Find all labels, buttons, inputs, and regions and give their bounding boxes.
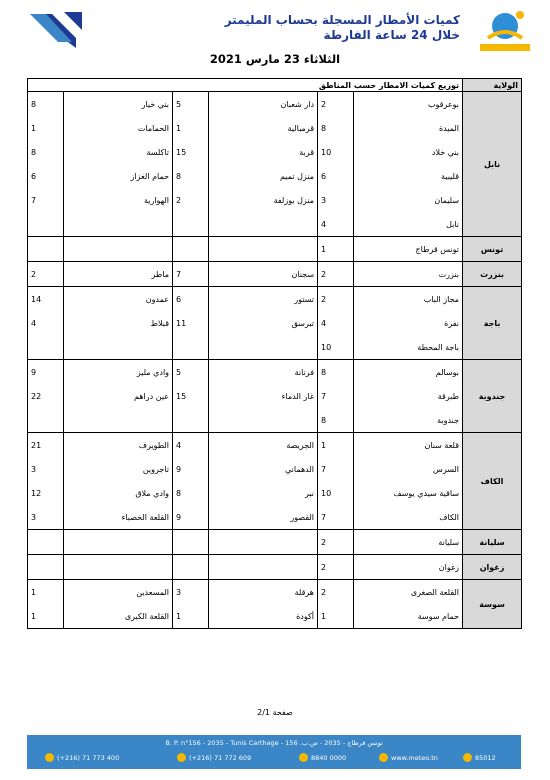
rainfall-value: 9 bbox=[173, 457, 209, 481]
station-name bbox=[209, 212, 318, 237]
rainfall-value: 7 bbox=[318, 505, 354, 530]
footer-website[interactable]: www.meteo.tn bbox=[379, 753, 438, 762]
station-name: بوسالم bbox=[354, 360, 463, 385]
institute-logo bbox=[474, 6, 536, 56]
station-name: ساقية سيدي يوسف bbox=[354, 481, 463, 505]
table-row bbox=[28, 116, 522, 140]
rainfall-value bbox=[173, 212, 209, 237]
governorate-cell: الكاف bbox=[463, 433, 522, 530]
table-row bbox=[28, 262, 522, 287]
footer-bar bbox=[27, 735, 521, 769]
report-title: كميات الأمطار المسجلة بحساب المليمتر bbox=[224, 13, 460, 27]
rainfall-value: 3 bbox=[28, 505, 64, 530]
rainfall-value: 9 bbox=[173, 505, 209, 530]
table-body bbox=[28, 92, 522, 629]
rainfall-value: 5 bbox=[173, 92, 209, 117]
rainfall-value: 8 bbox=[318, 408, 354, 433]
station-name: قربة bbox=[209, 140, 318, 164]
station-name bbox=[64, 237, 173, 262]
table-row bbox=[28, 384, 522, 408]
rainfall-value: 22 bbox=[28, 384, 64, 408]
table-row bbox=[28, 360, 522, 385]
station-name: السرس bbox=[354, 457, 463, 481]
web-icon bbox=[379, 753, 388, 762]
rainfall-value: 3 bbox=[318, 188, 354, 212]
station-name: حمام الغزاز bbox=[64, 164, 173, 188]
table-row bbox=[28, 287, 522, 312]
station-name: قليبية bbox=[354, 164, 463, 188]
station-name: عمدون bbox=[64, 287, 173, 312]
rainfall-table bbox=[27, 78, 522, 629]
rainfall-value: 2 bbox=[173, 188, 209, 212]
station-name: سجنان bbox=[209, 262, 318, 287]
station-name: زغوان bbox=[354, 555, 463, 580]
station-name bbox=[209, 408, 318, 433]
page-number: صفحة 2/1 bbox=[257, 708, 293, 717]
station-name: بوعرقوب bbox=[354, 92, 463, 117]
station-name bbox=[209, 335, 318, 360]
station-name bbox=[64, 555, 173, 580]
footer-contacts bbox=[27, 753, 521, 765]
station-name: باجة المحطة bbox=[354, 335, 463, 360]
rainfall-value: 2 bbox=[318, 530, 354, 555]
station-name: الدهماني bbox=[209, 457, 318, 481]
rainfall-value bbox=[28, 237, 64, 262]
station-name bbox=[209, 237, 318, 262]
hotline-icon bbox=[299, 753, 308, 762]
station-name: تبرسق bbox=[209, 311, 318, 335]
station-name: فرنانة bbox=[209, 360, 318, 385]
rainfall-value bbox=[28, 530, 64, 555]
station-name: عين دراهم bbox=[64, 384, 173, 408]
station-name: تستور bbox=[209, 287, 318, 312]
rainfall-value: 2 bbox=[318, 92, 354, 117]
table-row bbox=[28, 212, 522, 237]
station-name: منزل تميم bbox=[209, 164, 318, 188]
station-name: الكاف bbox=[354, 505, 463, 530]
station-name: قرمبالية bbox=[209, 116, 318, 140]
rainfall-value: 2 bbox=[28, 262, 64, 287]
rainfall-value: 11 bbox=[173, 311, 209, 335]
station-name: تاجروين bbox=[64, 457, 173, 481]
station-name: بنزرت bbox=[354, 262, 463, 287]
rainfall-value bbox=[28, 335, 64, 360]
station-name: تاكلسة bbox=[64, 140, 173, 164]
station-name: وادي ملاق bbox=[64, 481, 173, 505]
sms-icon bbox=[463, 753, 472, 762]
station-name bbox=[64, 408, 173, 433]
table-row bbox=[28, 164, 522, 188]
rainfall-value: 1 bbox=[28, 580, 64, 605]
rainfall-value: 10 bbox=[318, 481, 354, 505]
footer-phone: (+216) 71 773 400 bbox=[45, 753, 119, 762]
rainfall-value: 9 bbox=[28, 360, 64, 385]
rainfall-value: 4 bbox=[28, 311, 64, 335]
table-row bbox=[28, 505, 522, 530]
rainfall-value: 8 bbox=[173, 481, 209, 505]
station-name: سليانة bbox=[354, 530, 463, 555]
table-row bbox=[28, 604, 522, 629]
station-name: الجريصة bbox=[209, 433, 318, 458]
rainfall-value: 7 bbox=[28, 188, 64, 212]
table-row bbox=[28, 530, 522, 555]
station-name: القلعة الكبرى bbox=[64, 604, 173, 629]
rainfall-value bbox=[173, 555, 209, 580]
rainfall-value: 7 bbox=[173, 262, 209, 287]
governorate-cell: سليانة bbox=[463, 530, 522, 555]
station-name: القلعة الخصباء bbox=[64, 505, 173, 530]
station-name: الهوارية bbox=[64, 188, 173, 212]
rainfall-value: 8 bbox=[28, 140, 64, 164]
rainfall-value bbox=[173, 530, 209, 555]
governorate-cell: باجة bbox=[463, 287, 522, 360]
rainfall-value: 1 bbox=[318, 433, 354, 458]
station-name: القلعة الصغرى bbox=[354, 580, 463, 605]
footer-address: B. P. n°156 - 2035 - Tunis Carthage - تونس قرطاج - 2035 - ص.ب. 156 bbox=[165, 739, 383, 747]
station-name: ماطر bbox=[64, 262, 173, 287]
table-row bbox=[28, 92, 522, 117]
station-name: سليمان bbox=[354, 188, 463, 212]
rainfall-value: 3 bbox=[173, 580, 209, 605]
station-name: قلعة سنان bbox=[354, 433, 463, 458]
report-subtitle: خلال 24 ساعة الفارطة bbox=[323, 28, 460, 42]
footer-hotline: 8840 0000 bbox=[299, 753, 346, 762]
rainfall-value: 8 bbox=[318, 116, 354, 140]
table-row bbox=[28, 580, 522, 605]
station-name bbox=[64, 335, 173, 360]
station-name: وادي مليز bbox=[64, 360, 173, 385]
station-name: نبر bbox=[209, 481, 318, 505]
rainfall-value: 2 bbox=[318, 555, 354, 580]
brand-logo-mark bbox=[28, 10, 84, 52]
station-name: الطويرف bbox=[64, 433, 173, 458]
fax-icon bbox=[177, 753, 186, 762]
table-row bbox=[28, 457, 522, 481]
station-name: طبرقة bbox=[354, 384, 463, 408]
station-name: منزل بوزلفة bbox=[209, 188, 318, 212]
station-name: دار شعبان bbox=[209, 92, 318, 117]
table-row bbox=[28, 335, 522, 360]
table-row bbox=[28, 481, 522, 505]
rainfall-value: 21 bbox=[28, 433, 64, 458]
governorate-cell: زغوان bbox=[463, 555, 522, 580]
governorate-cell: بنزرت bbox=[463, 262, 522, 287]
station-name: مجاز الباب bbox=[354, 287, 463, 312]
rainfall-value bbox=[28, 555, 64, 580]
station-name bbox=[64, 212, 173, 237]
station-name: نفزة bbox=[354, 311, 463, 335]
rainfall-value bbox=[173, 408, 209, 433]
rainfall-value: 6 bbox=[28, 164, 64, 188]
footer-fax: (+216) 71 772 609 bbox=[177, 753, 251, 762]
rainfall-value: 7 bbox=[318, 457, 354, 481]
footer-sms: 85012 bbox=[463, 753, 496, 762]
rainfall-value: 4 bbox=[173, 433, 209, 458]
table-row bbox=[28, 555, 522, 580]
rainfall-value: 14 bbox=[28, 287, 64, 312]
rainfall-value: 10 bbox=[318, 140, 354, 164]
rainfall-value: 15 bbox=[173, 384, 209, 408]
header-distribution: توزيع كميات الامطار حسب المناطق bbox=[28, 79, 463, 92]
station-name: تونس قرطاج bbox=[354, 237, 463, 262]
station-name: حمام سوسة bbox=[354, 604, 463, 629]
rainfall-value: 6 bbox=[318, 164, 354, 188]
rainfall-value: 8 bbox=[318, 360, 354, 385]
station-name: نابل bbox=[354, 212, 463, 237]
rainfall-value bbox=[173, 237, 209, 262]
rainfall-value: 4 bbox=[318, 212, 354, 237]
rainfall-value: 10 bbox=[318, 335, 354, 360]
station-name: جندوبة bbox=[354, 408, 463, 433]
rainfall-value: 8 bbox=[173, 164, 209, 188]
station-name: الميدة bbox=[354, 116, 463, 140]
governorate-cell: تونس bbox=[463, 237, 522, 262]
table-row bbox=[28, 140, 522, 164]
governorate-cell: نابل bbox=[463, 92, 522, 237]
station-name: بني خلاد bbox=[354, 140, 463, 164]
table-row bbox=[28, 433, 522, 458]
rainfall-value bbox=[173, 335, 209, 360]
station-name: أكودة bbox=[209, 604, 318, 629]
station-name: القصور bbox=[209, 505, 318, 530]
rainfall-value: 3 bbox=[28, 457, 64, 481]
rainfall-value: 1 bbox=[173, 604, 209, 629]
station-name: قبلاط bbox=[64, 311, 173, 335]
rainfall-value: 1 bbox=[318, 604, 354, 629]
rainfall-value: 2 bbox=[318, 580, 354, 605]
table-row bbox=[28, 408, 522, 433]
station-name: بني خيار bbox=[64, 92, 173, 117]
governorate-cell: جندوبة bbox=[463, 360, 522, 433]
station-name bbox=[209, 530, 318, 555]
station-name: غار الدماء bbox=[209, 384, 318, 408]
rainfall-value: 1 bbox=[28, 604, 64, 629]
rainfall-value: 2 bbox=[318, 287, 354, 312]
rainfall-value: 1 bbox=[173, 116, 209, 140]
rainfall-value: 7 bbox=[318, 384, 354, 408]
rainfall-value: 5 bbox=[173, 360, 209, 385]
phone-icon bbox=[45, 753, 54, 762]
rainfall-value bbox=[28, 408, 64, 433]
table-row bbox=[28, 311, 522, 335]
rainfall-value: 6 bbox=[173, 287, 209, 312]
rainfall-value bbox=[28, 212, 64, 237]
station-name: المسعدين bbox=[64, 580, 173, 605]
station-name: الحمامات bbox=[64, 116, 173, 140]
rainfall-value: 1 bbox=[28, 116, 64, 140]
governorate-cell: سوسة bbox=[463, 580, 522, 629]
station-name bbox=[209, 555, 318, 580]
rainfall-value: 4 bbox=[318, 311, 354, 335]
rainfall-value: 1 bbox=[318, 237, 354, 262]
rainfall-value: 2 bbox=[318, 262, 354, 287]
rainfall-value: 12 bbox=[28, 481, 64, 505]
report-date: الثلاثاء 23 مارس 2021 bbox=[209, 52, 341, 66]
rainfall-value: 15 bbox=[173, 140, 209, 164]
table-row bbox=[28, 237, 522, 262]
rainfall-value: 8 bbox=[28, 92, 64, 117]
header-governorate: الولاية bbox=[463, 79, 522, 92]
station-name bbox=[64, 530, 173, 555]
station-name: هرقلة bbox=[209, 580, 318, 605]
table-row bbox=[28, 188, 522, 212]
